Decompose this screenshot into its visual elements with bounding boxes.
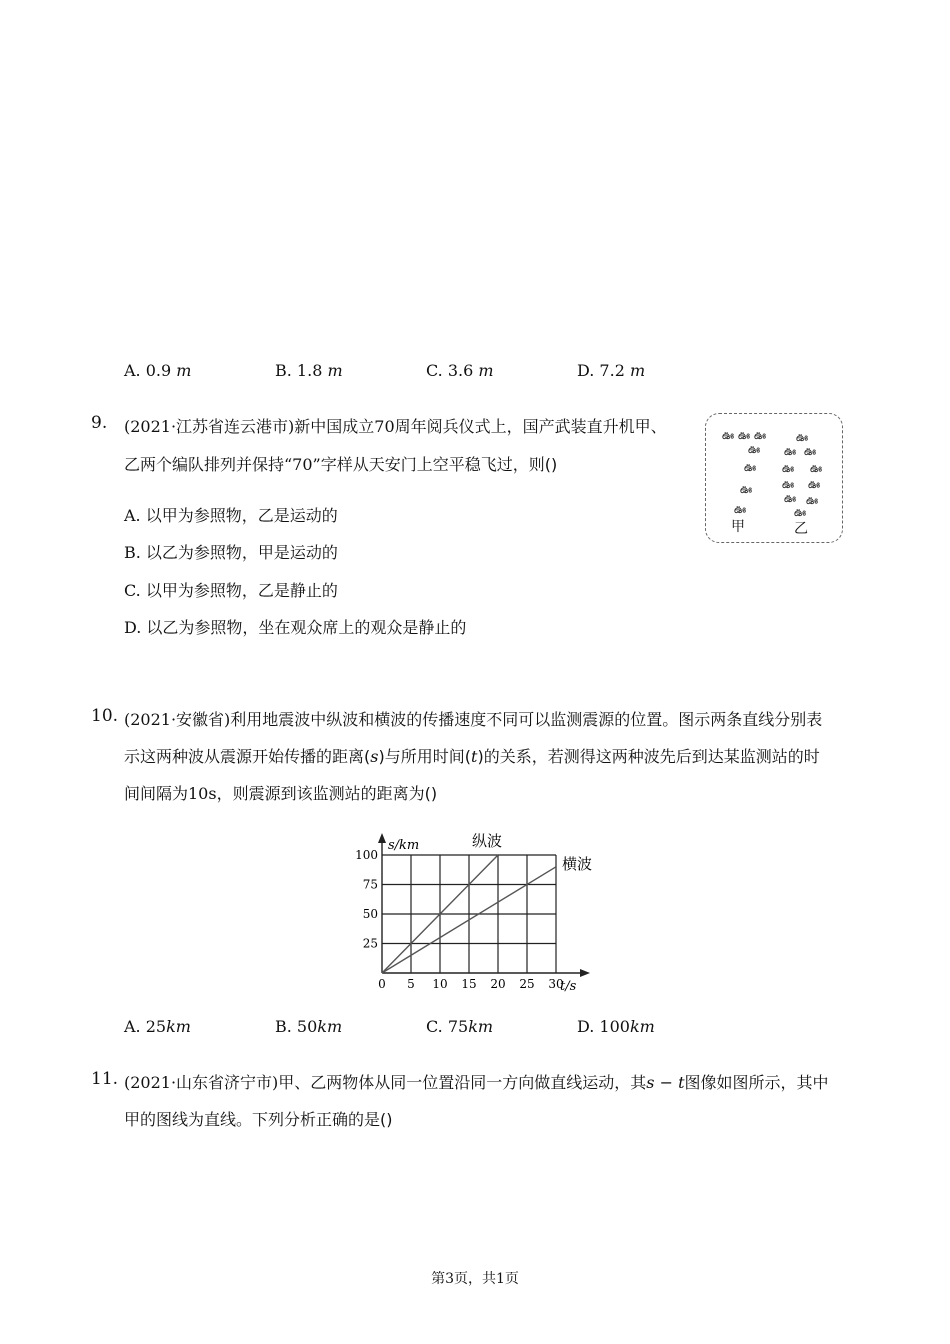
helicopter-icon: ఊ [804,445,817,458]
q9-line2: 乙两个编队排列并保持“70”字样从天安门上空平稳飞过，则() [124,455,558,474]
q8-option-b: B. 1.8 m [275,361,343,380]
helicopter-icon: ఊ [740,483,753,496]
x-tick-label: 0 [378,977,386,991]
series-label-transverse: 横波 [562,854,593,873]
helicopter-icon: ఊ [748,443,761,456]
x-tick-label: 30 [548,977,564,991]
helicopter-icon: ఊ [796,431,809,444]
y-tick-label: 50 [362,907,378,921]
q9-line1: (2021·江苏省连云港市)新中国成立70周年阅兵仪式上，国产武装直升机甲、 [124,417,667,436]
helicopter-icon: ఊ [806,494,819,507]
q11-line1: (2021·山东省济宁市)甲、乙两物体从同一位置沿同一方向做直线运动，其s − t图像如图所示，其中 [124,1073,829,1092]
x-tick-label: 5 [407,977,415,991]
q10-line1: (2021·安徽省)利用地震波中纵波和横波的传播速度不同可以监测震源的位置。图示两条直线分别表 [124,710,823,729]
q9-choice-b: B. 以乙为参照物，甲是运动的 [124,543,338,562]
y-tick-label: 75 [362,877,378,892]
q11-line2: 甲的图线为直线。下列分析正确的是() [124,1110,393,1129]
q10-line3: 间间隔为10s，则震源到该监测站的距离为() [124,784,438,803]
page-footer: 第3页，共1页 [431,1271,519,1287]
y-axis-arrow [378,833,386,843]
q9-choice-a: A. 以甲为参照物，乙是运动的 [124,506,338,525]
series-label-longitudinal: 纵波 [472,832,503,850]
x-tick-label: 25 [519,977,535,991]
helicopter-icon: ఊ [808,478,821,491]
helicopter-icon: ఊ [794,506,807,519]
q10-option-a: A. 25km [124,1017,191,1036]
q10-option-b: B. 50km [275,1017,343,1036]
q8-options [0,361,950,391]
helicopter-icon: ఊ [810,462,823,475]
helicopter-icon: ఊ [738,429,751,442]
y-tick-label: 100 [355,848,378,862]
q10-seismic-chart [340,825,620,1000]
x-axis-arrow [580,969,590,977]
helicopter-icon: ఊ [722,429,735,442]
q11-number: 11. [91,1069,119,1089]
helicopter-icon: ఊ [754,429,767,442]
helicopter-icon: ఊ [784,492,797,505]
x-tick-label: 10 [432,977,448,991]
y-tick-label: 25 [362,936,378,951]
helicopter-icon: ఊ [782,462,795,475]
x-tick-label: 15 [461,977,477,991]
helicopter-icon: ఊ [782,478,795,491]
q8-option-d: D. 7.2 m [577,361,646,380]
q9-formation-figure [705,413,843,543]
q8-option-c: C. 3.6 m [426,361,494,380]
q10-line2: 示这两种波从震源开始传播的距离(s)与所用时间(t)的关系，若测得这两种波先后到达某监测站的时 [124,747,820,766]
x-axis-label: t/s [560,979,577,994]
helicopter-icon: ఊ [744,461,757,474]
q10-options [0,1017,950,1047]
q9-choice-c: C. 以甲为参照物，乙是静止的 [124,581,338,600]
q9-number: 9. [91,413,108,433]
x-tick-label: 20 [490,977,506,991]
q9-choice-d: D. 以乙为参照物，坐在观众席上的观众是静止的 [124,618,467,637]
formation-label-jia: 甲 [731,519,745,535]
q10-option-c: C. 75km [426,1017,494,1036]
helicopter-icon: ఊ [734,503,747,516]
formation-label-yi: 乙 [794,521,808,537]
y-axis-label: s/km [388,838,420,853]
q10-option-d: D. 100km [577,1017,655,1036]
helicopter-icon: ఊ [784,445,797,458]
q8-option-a: A. 0.9 m [124,361,192,380]
q10-number: 10. [91,706,119,726]
